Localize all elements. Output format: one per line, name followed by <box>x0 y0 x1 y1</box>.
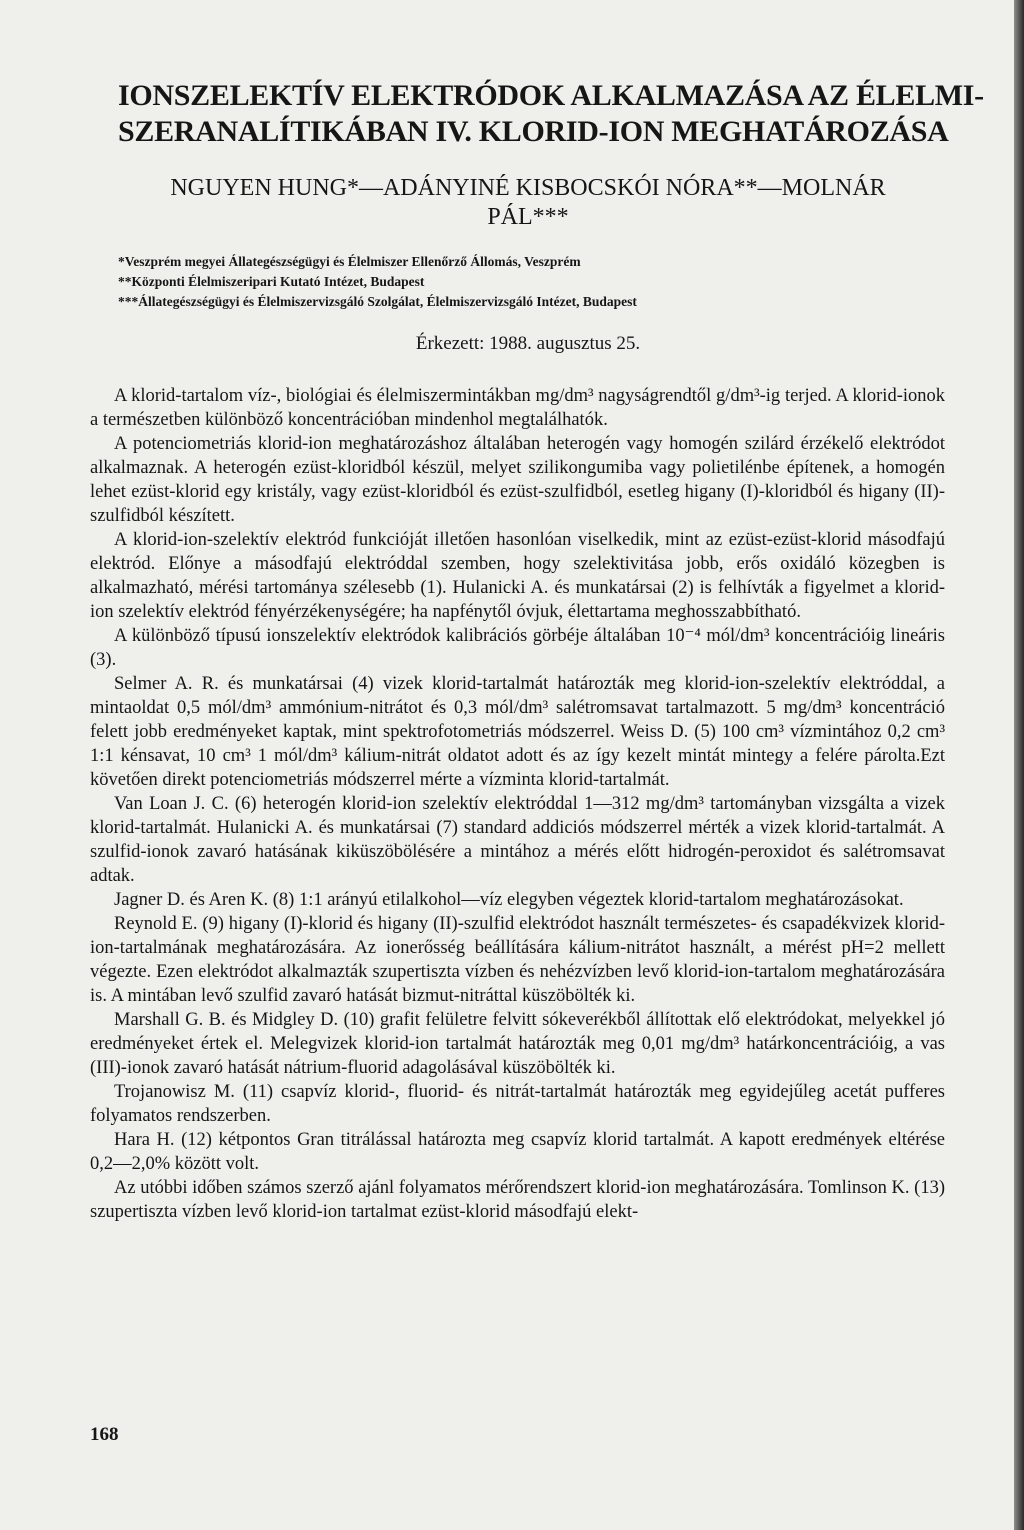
article-authors <box>118 174 938 232</box>
paragraph: Az utóbbi időben számos szerző ajánl folyamatos mérőrendszert klorid-ion meghatározására. Tomlinson K. (13) szupertiszta vízben levő klorid-ion tartalmat ezüst-klorid másodfajú elekt- <box>90 1178 945 1222</box>
affiliation-2: **Központi Élelmiszeripari Kutató Intézet, Budapest <box>118 274 425 289</box>
authors-line-1: NGUYEN HUNG*—ADÁNYINÉ KISBOCSKÓI NÓRA**—MOLNÁR <box>170 175 886 201</box>
paragraph: Marshall G. B. és Midgley D. (10) grafit felületre felvitt sókeverékből állítottak elő elektródokat, melyekkel jó eredményeket értek el. Melegvizek klorid-ion tartalmát határozták meg 0,01 mg/dm³ határkoncentrációig, a vas (III)-ionok zavaró hatását nátrium-fluorid adagolásával küszöbölték ki. <box>90 1010 945 1078</box>
affiliation-3: ***Állategészségügyi és Élelmiszervizsgáló Szolgálat, Élelmiszervizsgáló Intézet, Budapest <box>118 294 637 309</box>
paragraph: Van Loan J. C. (6) heterogén klorid-ion szelektív elektróddal 1—312 mg/dm³ tartományban vizsgálta a vizek klorid-tartalmát. Hulanicki A. és munkatársai (7) standard addiciós módszerrel mérték a vizek klorid-tartalmát. A szulfid-ionok zavaró hatásának kiküszöbölésére a mintához a mérés előtt hidrogén-peroxidot és salétromsavat adtak. <box>90 794 945 886</box>
page-edge-shadow <box>1014 0 1024 1530</box>
affiliations <box>118 252 938 312</box>
paragraph: Reynold E. (9) higany (I)-klorid és higany (II)-szulfid elektródot használt természetes- és csapadékvizek klorid-ion-tartalmának meghatározására. Az ionerősség beállítására kálium-nitrátot használt, a mérést pH=2 mellett végezte. Ezen elektródot alkalmazták szupertiszta vízben és nehézvízben levő klorid-ion-tartalom meghatározására is. A mintában levő szulfid zavaró hatását bizmut-nitráttal küszöbölték ki. <box>90 914 945 1006</box>
affiliation-1: *Veszprém megyei Állategészségügyi és Élelmiszer Ellenőrző Állomás, Veszprém <box>118 254 581 269</box>
paragraph: A különböző típusú ionszelektív elektródok kalibrációs görbéje általában 10⁻⁴ mól/dm³ koncentrációig lineáris (3). <box>90 626 945 670</box>
paragraph: Hara H. (12) kétpontos Gran titrálással határozta meg csapvíz klorid tartalmát. A kapott eredmények eltérése 0,2—2,0% között volt. <box>90 1130 945 1174</box>
paragraph: Selmer A. R. és munkatársai (4) vizek klorid-tartalmát határozták meg klorid-ion-szelektív elektróddal, a mintaoldat 0,5 mól/dm³ ammónium-nitrátot és 0,3 mól/dm³ salétromsavat tartalmazott. 5 mg/dm³ koncentráció felett jobb eredményeket kaptak, mint spektrofotometriás módszerrel. Weiss D. (5) 100 cm³ vízmintához 0,2 cm³ 1:1 kénsavat, 10 cm³ 1 mól/dm³ kálium-nitrát oldatot adott és az így kezelt mintát mintegy a felére párolta.Ezt követően direkt potenciometriás módszerrel mérte a vízminta klorid-tartalmát. <box>90 674 945 790</box>
article-body <box>90 384 945 1224</box>
authors-line-2: PÁL*** <box>487 204 569 230</box>
paragraph: A klorid-tartalom víz-, biológiai és élelmiszermintákban mg/dm³ nagyságrendtől g/dm³-ig terjed. A klorid-ionok a természetben különböző koncentrációban mindenhol megtalálhatók. <box>90 386 945 430</box>
title-line-2: SZERANALÍTIKÁBAN IV. KLORID-ION MEGHATÁROZÁSA <box>118 115 949 148</box>
paragraph: Jagner D. és Aren K. (8) 1:1 arányú etilalkohol—víz elegyben végeztek klorid-tartalom meghatározásokat. <box>114 890 904 910</box>
article-title <box>118 78 984 150</box>
page-number: 168 <box>90 1424 119 1445</box>
paragraph: Trojanowisz M. (11) csapvíz klorid-, fluorid- és nitrát-tartalmát határozták meg egyidejűleg acetát pufferes folyamatos rendszerben. <box>90 1082 945 1126</box>
title-line-1: IONSZELEKTÍV ELEKTRÓDOK ALKALMAZÁSA AZ ÉLELMI- <box>118 79 984 112</box>
paragraph: A klorid-ion-szelektív elektród funkcióját illetően hasonlóan viselkedik, mint az ezüst-ezüst-klorid másodfajú elektród. Előnye a másodfajú elektróddal szemben, hogy szelektivitása jobb, erős oxidáló közegben is alkalmazható, mérési tartománya szélesebb (1). Hulanicki A. és munkatársai (2) is felhívták a figyelmet a klorid-ion szelektív elektród fényérzékenységére; ha napfénytől óvjuk, élettartama meghosszabbítható. <box>90 530 945 622</box>
received-date: Érkezett: 1988. augusztus 25. <box>415 333 641 354</box>
paragraph: A potenciometriás klorid-ion meghatározáshoz általában heterogén vagy homogén szilárd érzékelő elektródot alkalmaznak. A heterogén ezüst-kloridból készül, melyet szilikongumiba vagy polietilénbe építenek, a homogén lehet ezüst-klorid egy kristály, vagy ezüst-kloridból és ezüst-szulfidból, esetleg higany (I)-kloridból és higany (II)-szulfidból készített. <box>90 434 945 526</box>
